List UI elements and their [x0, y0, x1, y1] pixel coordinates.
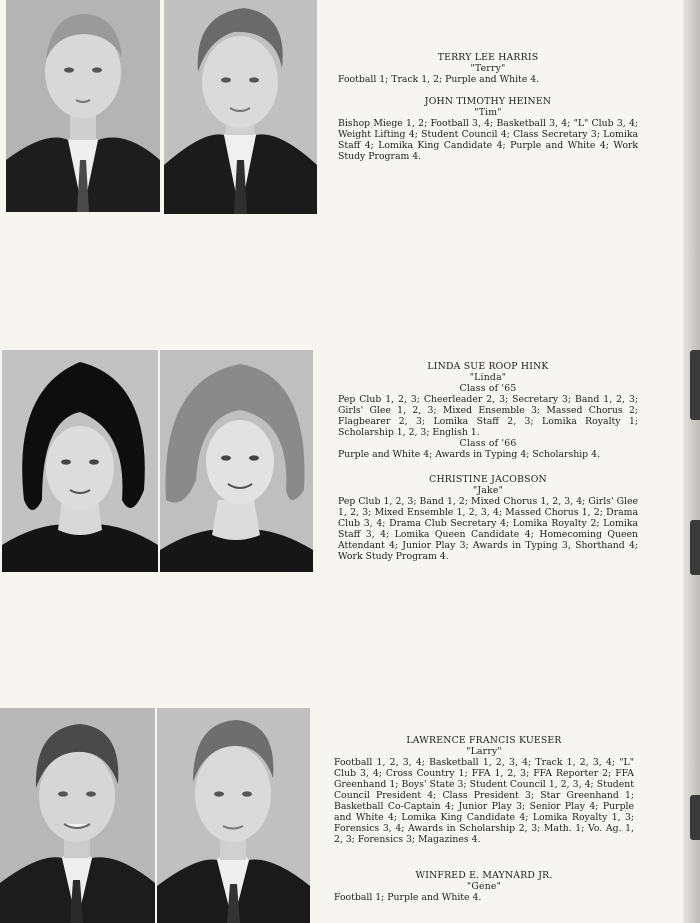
student-activities: Purple and White 4; Awards in Typing 4; Scholarship 4. [338, 449, 600, 460]
portrait-photo-heinen [164, 0, 317, 214]
student-entry-maynard [334, 870, 634, 903]
page-edge-tab [690, 350, 700, 420]
student-name: WINFRED E. MAYNARD JR. [415, 870, 553, 881]
student-name: LINDA SUE ROOP HINK [427, 361, 549, 372]
student-nickname: "Larry" [466, 746, 502, 757]
page-edge [683, 0, 700, 923]
student-entry-hink [338, 361, 638, 460]
student-entry-kueser [334, 735, 634, 845]
portrait-photo-kueser [0, 708, 155, 923]
student-entry-heinen [338, 96, 638, 162]
student-nickname: "Gene" [466, 881, 502, 892]
student-name: LAWRENCE FRANCIS KUESER [406, 735, 562, 746]
student-name: TERRY LEE HARRIS [437, 52, 539, 63]
student-nickname: "Terry" [470, 63, 506, 74]
portrait-photo-maynard [157, 708, 310, 923]
student-activities: Bishop Miege 1, 2; Football 3, 4; Basketball 3, 4; "L" Club 3, 4; Weight Lifting 4; Student Council 4; Class Secretary 3; Lomika Staff 4; Lomika King Candidate 4; Purple and White 4; Work Study Program 4. [338, 118, 638, 162]
student-name: JOHN TIMOTHY HEINEN [424, 96, 552, 107]
class-year-label: Class of '65 [459, 383, 517, 394]
student-activities: Football 1; Purple and White 4. [334, 892, 482, 903]
student-nickname: "Linda" [469, 372, 507, 383]
page-edge-tab [690, 520, 700, 575]
portrait-photo-harris [6, 0, 160, 212]
student-nickname: "Tim" [474, 107, 502, 118]
student-entry-harris [338, 52, 638, 85]
portrait-photo-hink [2, 350, 158, 572]
student-activities: Football 1; Track 1, 2; Purple and White 4. [338, 74, 540, 85]
student-activities: Pep Club 1, 2, 3; Cheerleader 2, 3; Secretary 3; Band 1, 2, 3; Girls' Glee 1, 2, 3; Mixed Ensemble 3; Massed Chorus 2; Flagbearer 2, 3; Lomika Staff 2, 3; Lomika Royalty 1; Scholarship 1, 2, 3; English 1. [338, 394, 638, 438]
portrait-photo-jacobson [160, 350, 313, 572]
student-activities: Pep Club 1, 2, 3; Band 1, 2; Mixed Chorus 1, 2, 3, 4; Girls' Glee 1, 2, 3; Mixed Ensemble 1, 2, 3, 4; Massed Chorus 1, 2; Drama Club 3, 4; Drama Club Secretary 4; Lomika Royalty 2; Lomika Staff 3, 4; Lomika Queen Candidate 4; Homecoming Queen Attendant 4; Junior Play 3; Awards in Typing 3, Shorthand 4; Work Study Program 4. [338, 496, 638, 562]
class-year-label: Class of '66 [459, 438, 517, 449]
student-name: CHRISTINE JACOBSON [429, 474, 547, 485]
student-nickname: "Jake" [472, 485, 504, 496]
student-entry-jacobson [338, 474, 638, 562]
student-activities: Football 1, 2, 3, 4; Basketball 1, 2, 3, 4; Track 1, 2, 3, 4; "L" Club 3, 4; Cross Country 1; FFA 1, 2, 3; FFA Reporter 2; FFA Greenhand 1; Boys' State 3; Student Council 1, 2, 3, 4; Student Council President 4; Class President 3; Star Greenhand 1; Basketball Co-Captain 4; Junior Play 3; Senior Play 4; Purple and White 4; Lomika King Candidate 4; Lomika Royalty 1, 3; Forensics 3, 4; Awards in Scholarship 2, 3; Math. 1; Vo. Ag. 1, 2, 3; Forensics 3; Magazines 4. [334, 757, 634, 845]
page-edge-tab [690, 795, 700, 840]
